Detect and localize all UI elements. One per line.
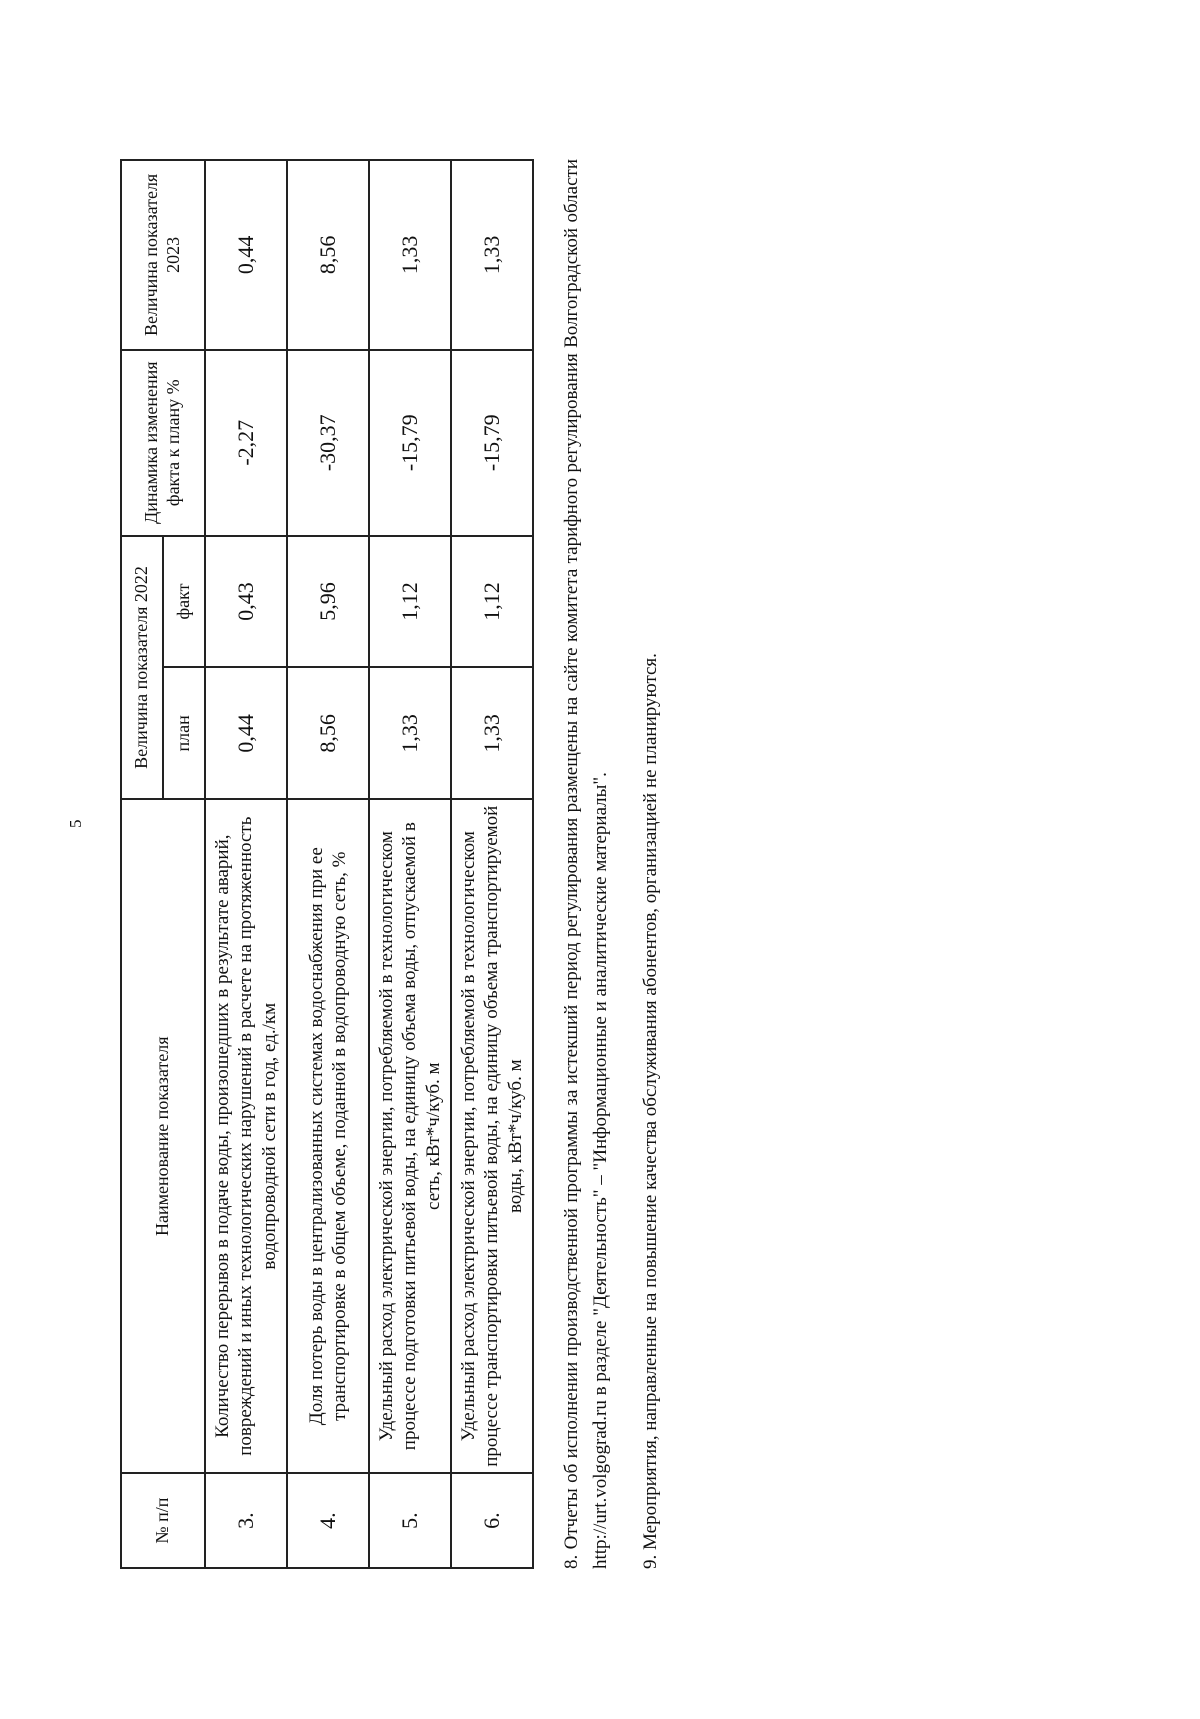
header-value-2022: Величина показателя 2022: [121, 536, 163, 800]
row-value-2023: 0,44: [205, 160, 287, 350]
table-row: [451, 160, 533, 1568]
row-plan: 1,33: [369, 667, 451, 799]
header-num: № п/п: [121, 1473, 205, 1568]
header-fact: факт: [163, 536, 205, 668]
row-name: Количество перерывов в подаче воды, произошедших в результате аварий, повреждений и иных технологических нарушений в расчете на протяженность водопроводной сети в год, ед./км: [205, 799, 287, 1473]
indicators-table: [120, 159, 534, 1569]
row-value-2023: 8,56: [287, 160, 369, 350]
row-fact: 0,43: [205, 536, 287, 668]
row-name: Удельный расход электрической энергии, потребляемой в технологическом процессе транспортировки питьевой воды, на единицу объема транспортируемой воды, кВт*ч/куб. м: [451, 799, 533, 1473]
notes: [558, 159, 666, 1569]
row-name: Удельный расход электрической энергии, потребляемой в технологическом процессе подготовки питьевой воды, на единицу объема воды, отпускаемой в сеть, кВт*ч/куб. м: [369, 799, 451, 1473]
row-plan: 1,33: [451, 667, 533, 799]
row-value-2023: 1,33: [369, 160, 451, 350]
note-item-9: 9. Мероприятия, направленные на повышение качества обслуживания абонентов, организацией не планируются.: [640, 653, 661, 1569]
row-dynamics: -15,79: [451, 350, 533, 536]
row-num: 3.: [205, 1473, 287, 1568]
header-value-2023: Величина показателя 2023: [121, 160, 205, 350]
header-name: Наименование показателя: [121, 799, 205, 1473]
header-plan: план: [163, 667, 205, 799]
row-num: 5.: [369, 1473, 451, 1568]
row-plan: 0,44: [205, 667, 287, 799]
table-row: [287, 160, 369, 1568]
row-num: 6.: [451, 1473, 533, 1568]
note-item-8: 8. Отчеты об исполнении производственной программы за истекший период регулирования размещены на сайте комитета тарифного регулирования Волгоградской области http://urt.volgograd.ru в разделе "Деятельность" – "Информационные и аналитические материалы".: [561, 159, 611, 1569]
table-row: [205, 160, 287, 1568]
row-fact: 1,12: [451, 536, 533, 668]
row-fact: 1,12: [369, 536, 451, 668]
page-content: [120, 159, 680, 1569]
row-dynamics: -2,27: [205, 350, 287, 536]
header-dynamics: Динамика изменения факта к плану %: [121, 350, 205, 536]
page-number: 5: [66, 819, 85, 828]
row-dynamics: -15,79: [369, 350, 451, 536]
row-num: 4.: [287, 1473, 369, 1568]
table-row: [369, 160, 451, 1568]
row-plan: 8,56: [287, 667, 369, 799]
row-value-2023: 1,33: [451, 160, 533, 350]
row-name: Доля потерь воды в централизованных системах водоснабжения при ее транспортировке в общем объеме, поданной в водопроводную сеть, %: [287, 799, 369, 1473]
row-dynamics: -30,37: [287, 350, 369, 536]
row-fact: 5,96: [287, 536, 369, 668]
